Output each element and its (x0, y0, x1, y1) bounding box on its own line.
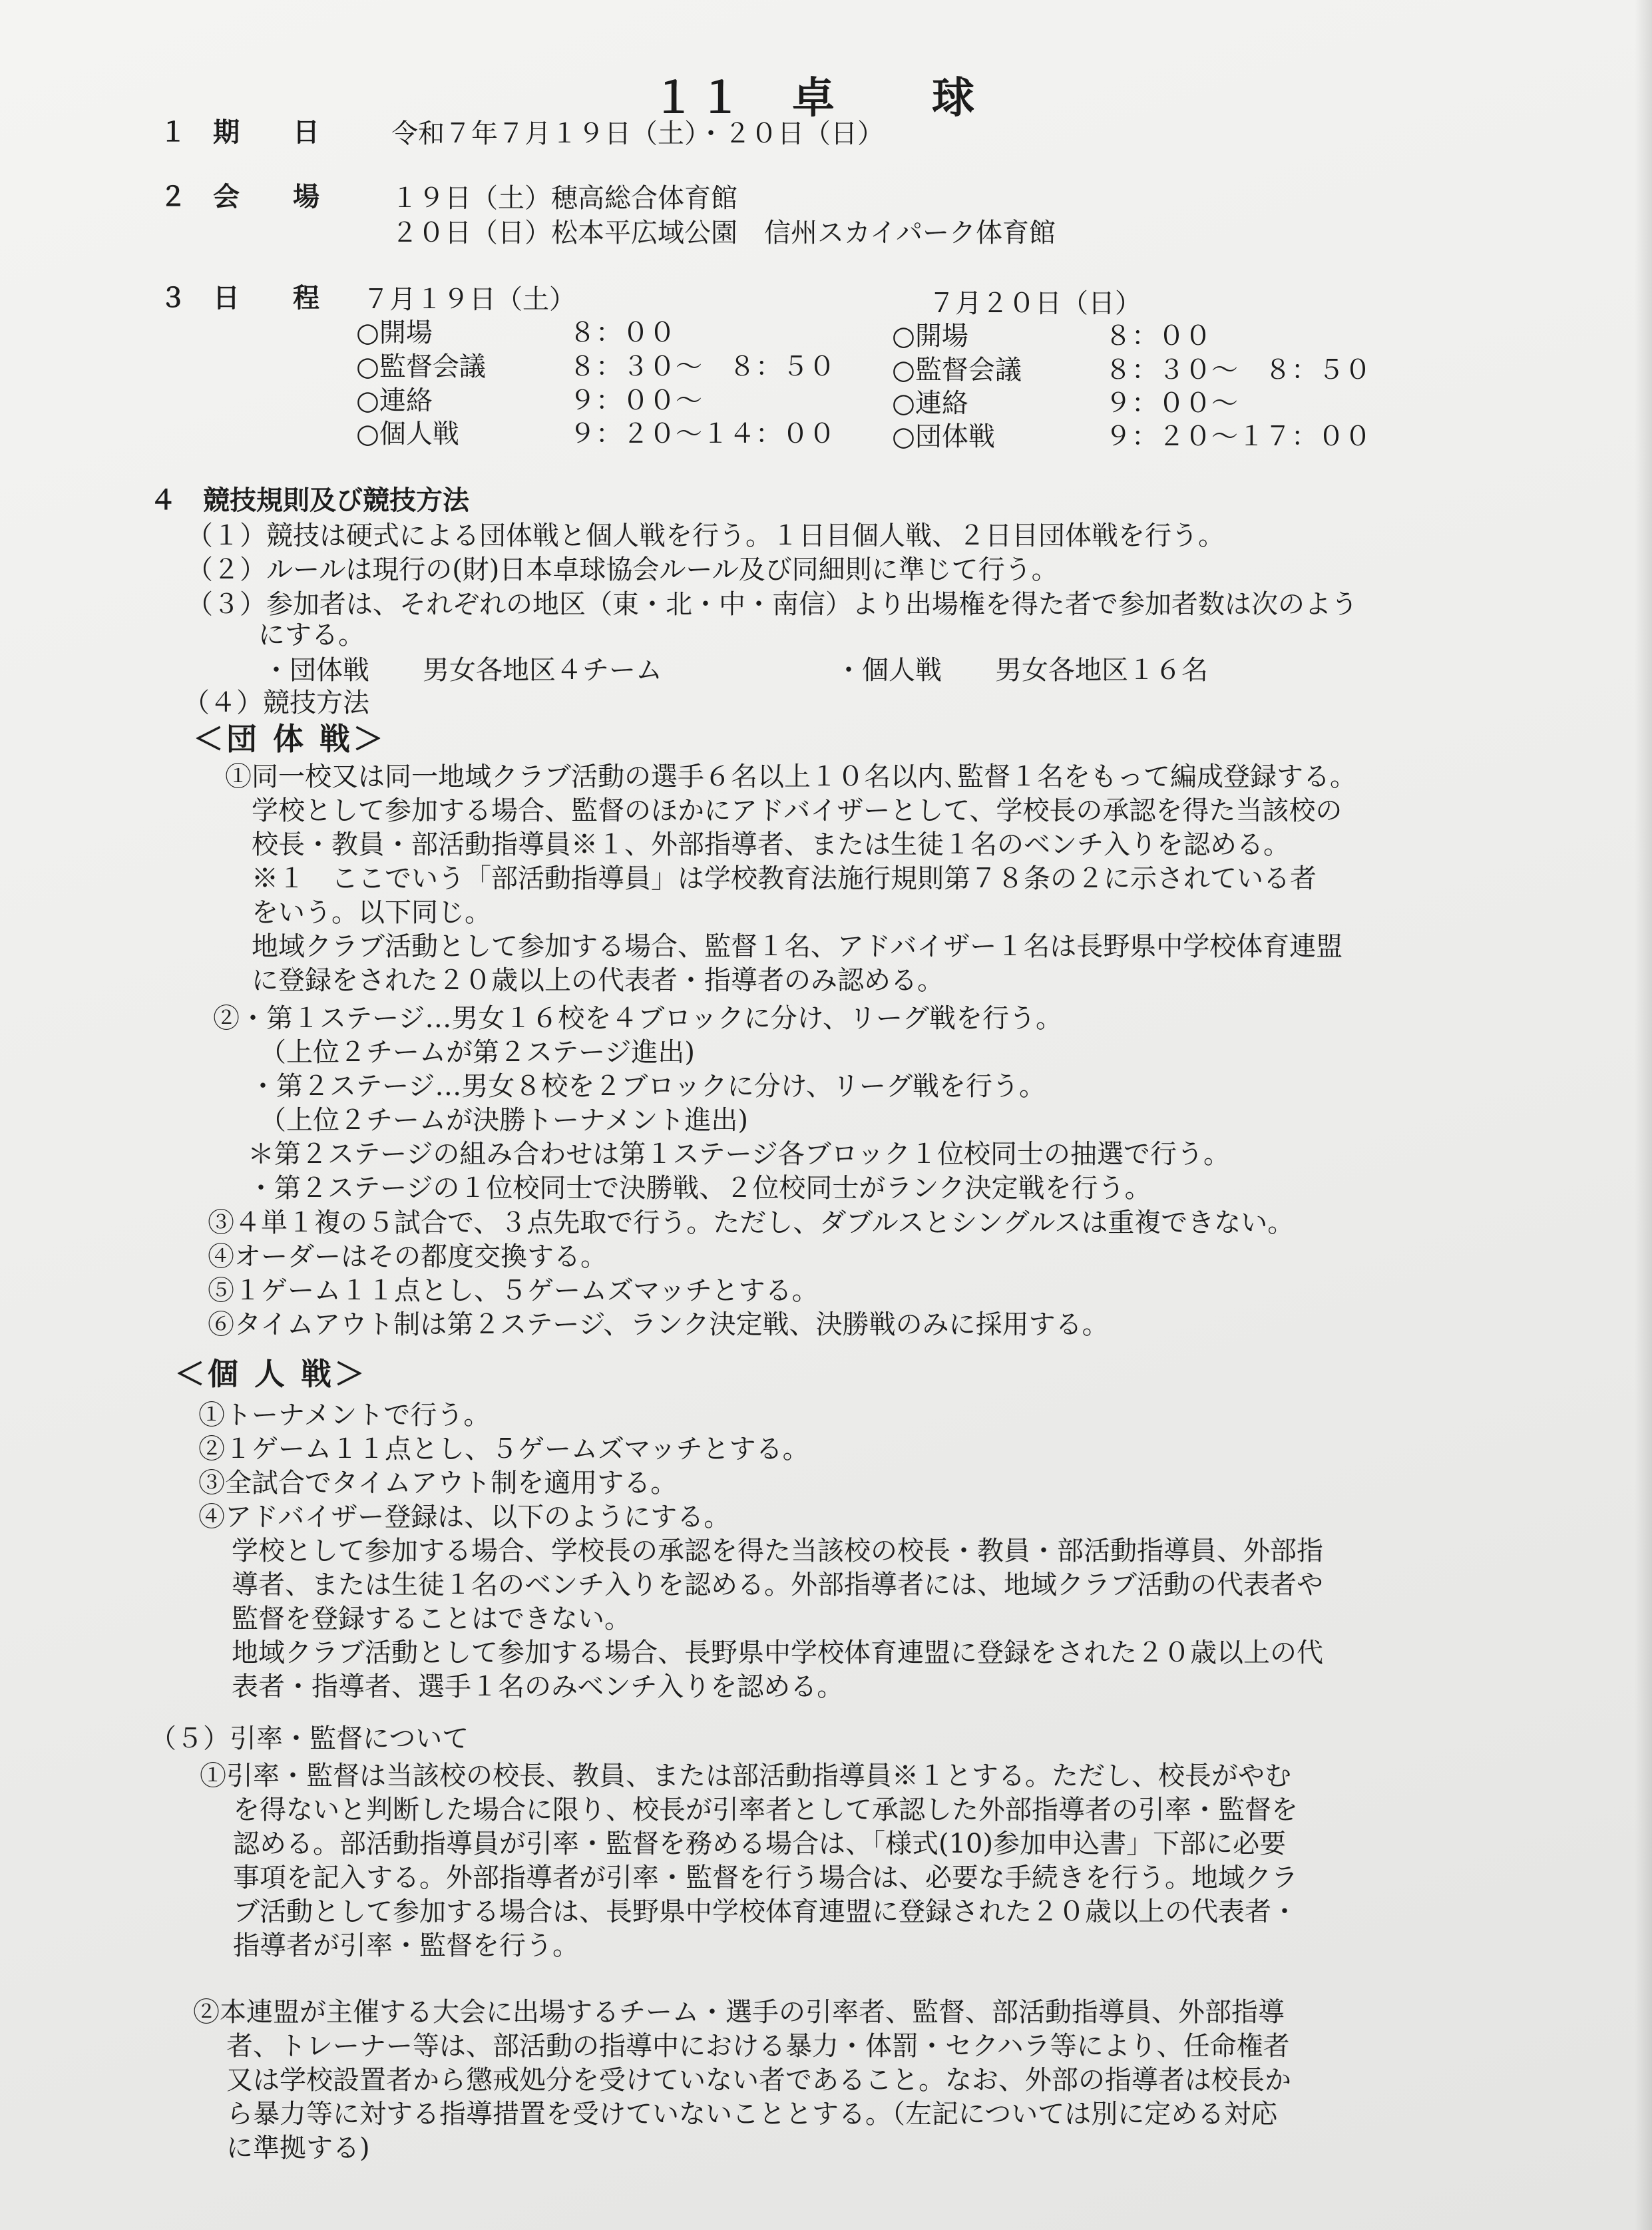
individual-paragraph (198, 1399, 1323, 1704)
text-line: 指導者が引率・監督を行う。 (233, 1930, 579, 1961)
text-line: 者、トレーナー等は、部活動の指導中における暴力・体罰・セクハラ等により、任命権者 (226, 2031, 1290, 2062)
team-paragraph-1 (225, 760, 1356, 998)
text-line: 事項を記入する。外部指導者が引率・監督を行う場合は、必要な手続きを行う。地域クラ (233, 1863, 1298, 1893)
text-line: ①トーナメントで行う。 (198, 1400, 491, 1431)
rule-2: （２）ルールは現行の(財)日本卓球協会ルール及び同細則に準じて行う。 (186, 555, 1058, 585)
section-1-value: 令和７年７月１９日（土）・２０日（日） (391, 118, 884, 149)
section-1-number: １ (160, 117, 186, 148)
section-2-number: ２ (160, 182, 186, 212)
team-heading: ＜団 体 戦＞ (193, 721, 387, 757)
venue-day2: ２０日（日）松本平広域公園 信州スカイパーク体育館 (391, 218, 1056, 248)
section-3-number: ３ (160, 283, 186, 314)
section-1-label: 期 日 (213, 117, 319, 148)
text-line: ③４単１複の５試合で、３点先取で行う。ただし、ダブルスとシングルスは重複できない。 (208, 1208, 1295, 1238)
schedule-item-name: ○監督会議 (892, 355, 1022, 385)
text-line: 監督を登録することはできない。 (232, 1604, 631, 1634)
participants-individual: ・個人戦 男女各地区１６名 (835, 655, 1208, 686)
text-line: ②本連盟が主催する大会に出場するチーム・選手の引率者、監督、部活動指導員、外部指導 (193, 1997, 1285, 2028)
schedule-item-time: ９：００〜 (569, 385, 702, 416)
text-line: 校長・教員・部活動指導員※１、外部指導者、または生徒１名のベンチ入りを認める。 (252, 829, 1290, 860)
text-line: （上位２チームが第２ステージ進出) (260, 1037, 696, 1068)
schedule-item-name: ○個人戦 (356, 419, 459, 449)
supervisor-paragraph-2 (193, 1996, 1291, 2165)
text-line: ③全試合でタイムアウト制を適用する。 (198, 1468, 678, 1498)
supervisor-paragraph-1 (200, 1759, 1298, 1963)
text-line: 導者、または生徒１名のベンチ入りを認める。外部指導者には、地域クラブ活動の代表者や (232, 1570, 1323, 1600)
text-line: ブ活動として参加する場合は、長野県中学校体育連盟に登録された２０歳以上の代表者・ (233, 1896, 1298, 1927)
text-line: ら暴力等に対する指導措置を受けていないこととする。（左記については別に定める対応 (226, 2099, 1278, 2129)
rule-3: （３）参加者は、それぞれの地区（東・北・中・南信）より出場権を得た者で参加者数は次のよう (186, 589, 1358, 620)
text-line: 地域クラブ活動として参加する場合、監督１名、アドバイザー１名は長野県中学校体育連盟 (252, 931, 1343, 962)
schedule-item-time: ９：２０〜１４：００ (569, 419, 835, 449)
schedule-item-time: ８：００ (569, 318, 676, 348)
schedule-item-name: ○監督会議 (356, 351, 486, 382)
text-line: ②１ゲーム１１点とし、５ゲームズマッチとする。 (198, 1434, 809, 1464)
text-line: 地域クラブ活動として参加する場合、長野県中学校体育連盟に登録をされた２０歳以上の代 (232, 1638, 1323, 1668)
team-paragraph-rest (208, 1206, 1294, 1342)
section-4-heading: ４ 競技規則及び競技方法 (150, 485, 469, 516)
individual-heading: ＜個 人 戦＞ (174, 1356, 368, 1392)
schedule-day2-date: ７月２０日（日） (929, 288, 1141, 319)
text-line: 学校として参加する場合、学校長の承認を得た当該校の校長・教員・部活動指導員、外部指 (232, 1536, 1323, 1566)
text-line: ＊第２ステージの組み合わせは第１ステージ各ブロック１位校同士の抽選で行う。 (248, 1139, 1230, 1170)
schedule-item-time: ９：２０〜１７：００ (1105, 421, 1371, 452)
schedule-item-name: ○連絡 (356, 385, 433, 416)
text-line: 表者・指導者、選手１名のみベンチ入りを認める。 (232, 1672, 844, 1702)
text-line: （上位２チームが決勝トーナメント進出) (260, 1105, 749, 1136)
text-line: に準拠する) (226, 2133, 370, 2163)
schedule-item-name: ○開場 (356, 318, 433, 348)
rule-4: （４）競技方法 (183, 688, 369, 718)
schedule-item-time: ８：３０〜 ８：５０ (1105, 355, 1371, 385)
venue-day1: １９日（土）穂高総合体育館 (391, 183, 737, 214)
schedule-item-name: ○団体戦 (892, 421, 995, 452)
rule-5: （５）引率・監督について (150, 1723, 469, 1754)
schedule-item-time: ８：００ (1105, 321, 1211, 351)
text-line: ①引率・監督は当該校の校長、教員、または部活動指導員※１とする。ただし、校長がやむ (200, 1761, 1291, 1791)
schedule-day1-date: ７月１９日（土） (363, 284, 576, 315)
text-line: ・第２ステージ…男女８校を２ブロックに分け、リーグ戦を行う。 (250, 1071, 1046, 1102)
document-title: １１ 卓 球 (652, 74, 978, 123)
text-line: ※１ ここでいう「部活動指導員」は学校教育法施行規則第７８条の２に示されている者 (252, 863, 1317, 894)
text-line: ④オーダーはその都度交換する。 (208, 1241, 607, 1272)
text-line: ④アドバイザー登録は、以下のようにする。 (198, 1502, 731, 1532)
rule-1: （１）競技は硬式による団体戦と個人戦を行う。１日目個人戦、２日目団体戦を行う。 (186, 521, 1225, 551)
schedule-item-time: ９：００〜 (1105, 388, 1238, 419)
schedule-item-time: ８：３０〜 ８：５０ (569, 351, 835, 382)
team-paragraph-2 (213, 1002, 1230, 1206)
text-line: 認める。部活動指導員が引率・監督を務める場合は、「様式(10)参加申込書」下部に必要 (233, 1829, 1287, 1859)
schedule-item-name: ○連絡 (892, 388, 968, 419)
text-line: ・第２ステージの１位校同士で決勝戦、２位校同士がランク決定戦を行う。 (248, 1173, 1151, 1204)
rule-3-cont: にする。 (258, 620, 365, 650)
text-line: ⑥タイムアウト制は第２ステージ、ランク決定戦、決勝戦のみに採用する。 (208, 1309, 1109, 1340)
schedule-item-name: ○開場 (892, 321, 968, 351)
text-line: 又は学校設置者から懲戒処分を受けていない者であること。なお、外部の指導者は校長か (226, 2065, 1291, 2096)
text-line: を得ないと判断した場合に限り、校長が引率者として承認した外部指導者の引率・監督を (233, 1795, 1298, 1825)
text-line: ①同一校又は同一地域クラブ活動の選手６名以上１０名以内､監督１名をもって編成登録する。 (225, 762, 1356, 792)
text-line: に登録をされた２０歳以上の代表者・指導者のみ認める。 (252, 965, 944, 996)
text-line: ②・第１ステージ…男女１６校を４ブロックに分け、リーグ戦を行う。 (213, 1003, 1062, 1034)
text-line: 学校として参加する場合、監督のほかにアドバイザーとして、学校長の承認を得た当該校の (252, 795, 1342, 826)
text-line: ⑤１ゲーム１１点とし、５ゲームズマッチとする。 (208, 1275, 819, 1306)
section-2-label: 会 場 (213, 182, 319, 212)
text-line: をいう。以下同じ。 (252, 897, 491, 928)
section-3-label: 日 程 (213, 283, 319, 314)
participants-team: ・団体戦 男女各地区４チーム (263, 655, 662, 686)
